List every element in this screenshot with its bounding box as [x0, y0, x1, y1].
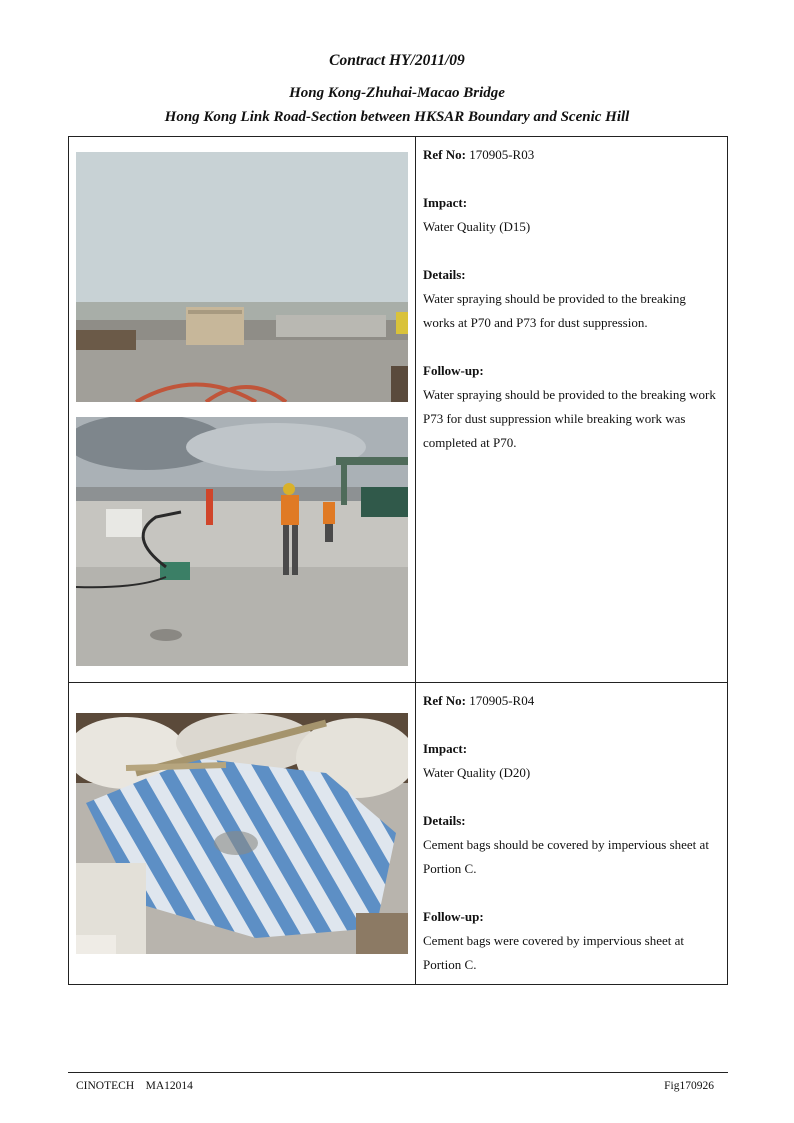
- breaking-work-photo: [76, 417, 408, 666]
- cement-bags-photo: [76, 713, 408, 954]
- bridge-deck-photo: [76, 152, 408, 402]
- impact-label: Impact:: [423, 195, 468, 210]
- followup-label: Follow-up:: [423, 363, 484, 378]
- footer-left: CINOTECH MA12014: [76, 1080, 193, 1092]
- details-label: Details:: [423, 813, 466, 828]
- record-1-info: [423, 143, 723, 455]
- details-text-line: Cement bags should be covered by impervious sheet at: [423, 837, 709, 852]
- details-text-line: Portion C.: [423, 861, 477, 876]
- section-title: Hong Kong Link Road-Section between HKSAR Boundary and Scenic Hill: [164, 109, 630, 125]
- row-divider: [68, 682, 728, 683]
- ref-value: 170905-R03: [469, 147, 535, 162]
- contract-title: Contract HY/2011/09: [329, 52, 465, 69]
- details-label: Details:: [423, 267, 466, 282]
- followup-text-line: Portion C.: [423, 957, 477, 972]
- project-title: Hong Kong-Zhuhai-Macao Bridge: [289, 85, 505, 101]
- details-text-line: Water spraying should be provided to the breaking: [423, 291, 686, 306]
- followup-text-line: Water spraying should be provided to the breaking work: [423, 387, 716, 402]
- followup-text-line: completed at P70.: [423, 435, 517, 450]
- followup-label: Follow-up:: [423, 909, 484, 924]
- impact-value: Water Quality (D15): [423, 219, 531, 234]
- impact-label: Impact:: [423, 741, 468, 756]
- footer-divider: [68, 1072, 728, 1073]
- column-divider: [415, 136, 416, 985]
- ref-value: 170905-R04: [469, 693, 535, 708]
- ref-label: Ref No:: [423, 693, 466, 708]
- followup-text-line: Cement bags were covered by impervious sheet at: [423, 933, 684, 948]
- record-2-info: [423, 689, 723, 977]
- ref-label: Ref No:: [423, 147, 466, 162]
- details-text-line: works at P70 and P73 for dust suppression.: [423, 315, 648, 330]
- footer-right: Fig170926: [664, 1080, 714, 1092]
- followup-text-line: P73 for dust suppression while breaking work was: [423, 411, 686, 426]
- impact-value: Water Quality (D20): [423, 765, 531, 780]
